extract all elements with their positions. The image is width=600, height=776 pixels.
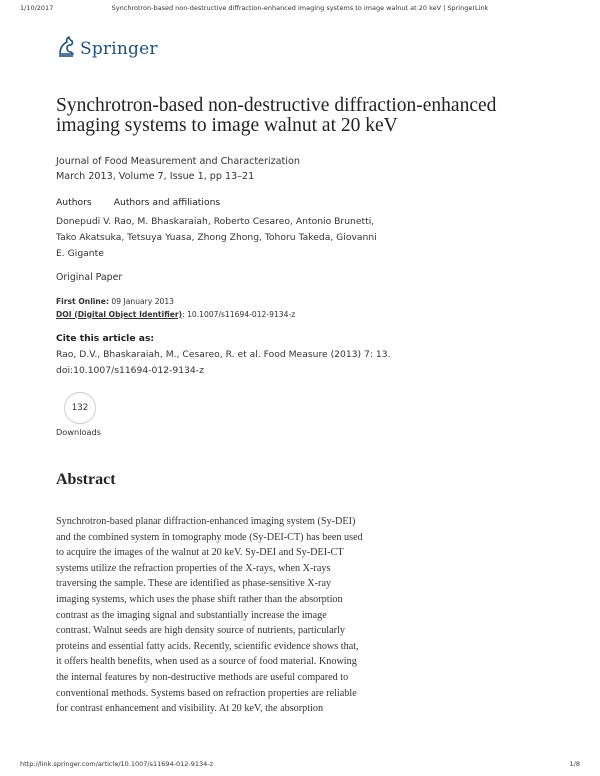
first-online <box>56 296 540 309</box>
downloads-metric <box>56 392 540 442</box>
article-content <box>56 96 540 717</box>
abstract-line: contrast as the imaging signal and substantially increase the image <box>56 609 327 621</box>
print-page-number: 1/8 <box>569 760 580 768</box>
journal-issue[interactable]: March 2013, Volume 7, Issue 1, pp 13–21 <box>56 171 255 182</box>
article-meta <box>56 296 540 321</box>
article-title: Synchrotron-based non-destructive diffraction-enhanced imaging systems to image walnut at 20 keV <box>56 95 497 136</box>
abstract-line: proteins and essential fatty acids. Recently, scientific evidence shows that, <box>56 640 359 652</box>
springer-horse-icon <box>56 36 76 62</box>
citation-line: Rao, D.V., Bhaskaraiah, M., Cesareo, R. et al. Food Measure (2013) 7: 13. <box>56 349 391 360</box>
citation <box>56 347 540 379</box>
abstract-line: for contrast enhancement and visibility. At 20 keV, the absorption <box>56 703 324 715</box>
print-date: 1/10/2017 <box>20 4 54 12</box>
abstract-heading: Abstract <box>56 471 116 488</box>
journal-info <box>56 154 540 184</box>
abstract-line: contrast. Walnut seeds are high density source of nutrients, particularly <box>56 625 345 637</box>
tab-affiliations[interactable]: Authors and affiliations <box>113 197 221 208</box>
abstract-line: imaging systems, which uses the phase shift rather than the absorption <box>56 593 343 605</box>
doi-value: : 10.1007/s11694-012-9134-z <box>182 309 296 319</box>
paper-type: Original Paper <box>56 272 123 283</box>
print-url: http://link.springer.com/article/10.1007/s11694-012-9134-z <box>20 760 214 768</box>
abstract-line: and the combined system in tomography mode (Sy-DEI-CT) has been used <box>56 531 363 543</box>
downloads-count: 132 <box>64 392 96 424</box>
abstract-line: conventional methods. Systems based on refraction properties are reliable <box>56 687 357 699</box>
authors-list: Donepudi V. Rao, M. Bhaskaraiah, Roberto Cesareo, Antonio Brunetti, Tako Akatsuka, Tetsuya Yuasa, Zhong Zhong, Tohoru Takeda, Giovanni E. Gigante <box>56 216 377 259</box>
abstract-line: the internal features by non-destructive methods are useful compared to <box>56 671 349 683</box>
first-online-label: First Online: <box>56 297 109 306</box>
springer-wordmark: Springer <box>80 39 158 59</box>
tab-authors[interactable]: Authors <box>56 197 92 208</box>
abstract-line: systems utilize the refraction properties of the X-rays, when X-rays <box>56 562 331 574</box>
abstract-line: to acquire the images of the walnut at 20 keV. Sy-DEI and Sy-DEI-CT <box>56 547 344 559</box>
abstract-line: it offers health benefits, when used as a source of food material. Knowing <box>56 656 357 668</box>
print-page-title: Synchrotron-based non-destructive diffraction-enhanced imaging systems to image walnut at 20 keV | SpringerLink <box>111 4 489 12</box>
downloads-label: Downloads <box>56 427 101 437</box>
doi-link[interactable]: DOI (Digital Object Identifier) <box>56 309 183 319</box>
cite-heading: Cite this article as: <box>56 333 155 344</box>
springer-logo[interactable] <box>56 36 158 62</box>
doi <box>56 309 540 322</box>
authors-tabs <box>56 197 540 208</box>
print-footer <box>20 760 580 770</box>
print-header <box>20 4 580 16</box>
citation-doi: doi:10.1007/s11694-012-9134-z <box>56 365 204 376</box>
journal-name[interactable]: Journal of Food Measurement and Characterization <box>56 156 300 167</box>
abstract-text <box>56 514 426 717</box>
first-online-value: 09 January 2013 <box>109 297 175 306</box>
abstract-line: Synchrotron-based planar diffraction-enhanced imaging system (Sy-DEI) <box>56 516 356 527</box>
abstract-line: traversing the sample. These are identified as phase-sensitive X-ray <box>56 578 332 590</box>
